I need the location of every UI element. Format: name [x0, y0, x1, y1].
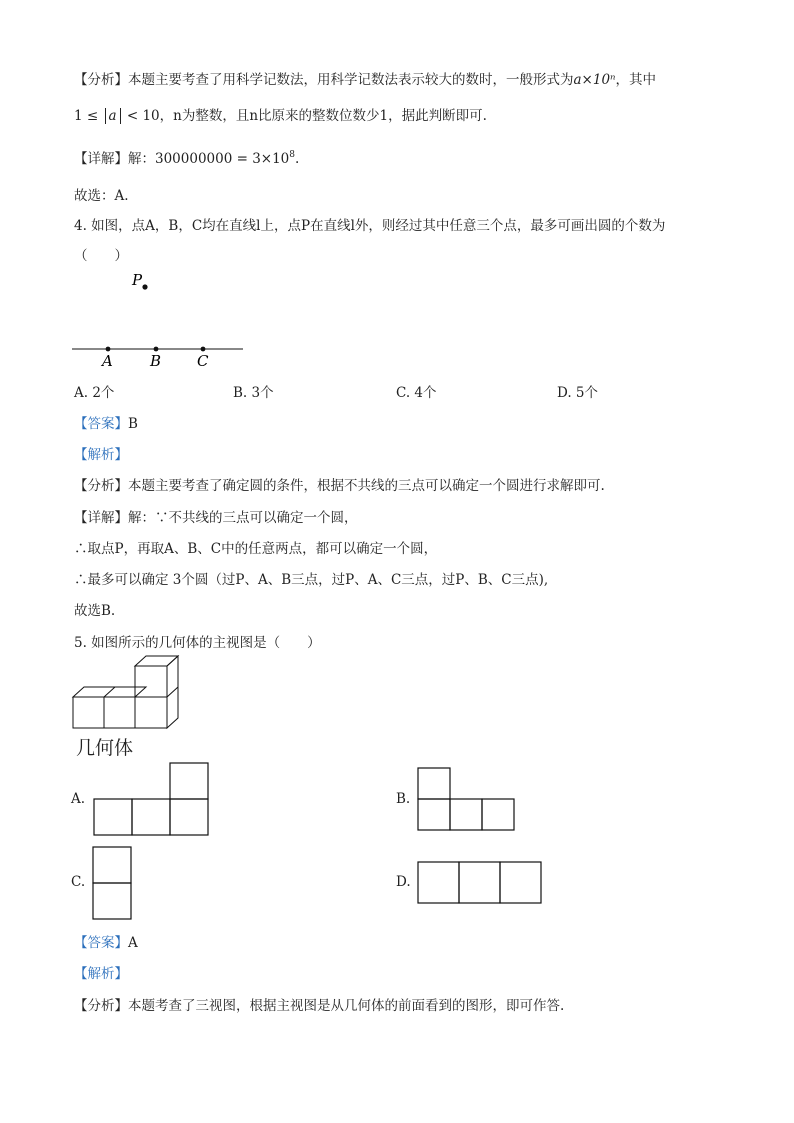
q3-condition-line	[74, 104, 487, 124]
q4-point-c-label: C	[197, 352, 209, 370]
q5-option-b-label[interactable]: B.	[396, 791, 411, 807]
q3-cond-1: 1 ≤	[74, 108, 99, 124]
q4-analysis-line	[74, 474, 605, 494]
q4-figure	[60, 265, 260, 375]
q4-point-b	[154, 347, 159, 352]
q5-analysis-text: 本题考查了三视图，根据主视图是从几何体的前面看到的图形，即可作答.	[128, 998, 565, 1014]
q4-detail-line3: ∴最多可以确定 3个圆（过P、A、B三点，过P、A、C三点，过P、B、C三点),	[74, 572, 549, 588]
q4-stem-line2: （ ）	[74, 248, 128, 264]
q4-solution-tag: 【解析】	[74, 447, 128, 463]
q5-option-c-label[interactable]: C.	[71, 874, 86, 890]
q4-detail-line2: ∴取点P，再取A、B、C中的任意两点，都可以确定一个圆，	[74, 541, 438, 557]
q4-detail-text: 解：∵不共线的三点可以确定一个圆，	[128, 510, 358, 526]
q4-point-b-label: B	[150, 352, 162, 370]
q4-option-c[interactable]: C. 4个	[396, 385, 437, 401]
q3-cond-2: < 10	[126, 108, 160, 124]
q4-option-d[interactable]: D. 5个	[557, 385, 599, 401]
q5-solid-front-bottom	[73, 697, 167, 728]
q5-option-b-figure[interactable]	[416, 766, 517, 832]
q5-solid-figure	[70, 652, 185, 732]
q3-cond-rest: ，n为整数，且n比原来的整数位数少1，据此判断即可.	[159, 108, 487, 124]
q3-analysis-formula: a×10ⁿ	[573, 72, 616, 88]
q5-analysis-tag: 【分析】	[74, 998, 128, 1014]
q5-figure-label: 几何体	[76, 737, 134, 759]
q4-answer-line	[74, 412, 138, 432]
q3-analysis-tag: 【分析】	[74, 72, 128, 88]
q4-answer: B	[128, 416, 138, 432]
q4-point-a	[106, 347, 111, 352]
q5-answer-tag: 【答案】	[74, 935, 128, 951]
q5-option-a-label[interactable]: A.	[71, 791, 86, 807]
q5-answer-line	[74, 931, 138, 951]
q5-option-d-label[interactable]: D.	[396, 874, 411, 890]
q3-detail-end: .	[295, 151, 300, 167]
q4-answer-tag: 【答案】	[74, 416, 128, 432]
q3-detail-line	[74, 147, 299, 167]
q4-point-c	[201, 347, 206, 352]
q4-choice: 故选B.	[74, 603, 116, 619]
q5-option-d-figure[interactable]	[416, 860, 544, 905]
q4-point-a-label: A	[102, 352, 113, 370]
q3-detail-exp: 8	[289, 150, 296, 160]
q4-stem-line1: 4. 如图，点A，B，C均在直线l上，点P在直线l外，则经过其中任意三个点，最多可画出圆的个数为	[74, 218, 666, 234]
q3-analysis-line	[74, 68, 656, 88]
q5-answer: A	[128, 935, 138, 951]
q4-detail-line	[74, 506, 358, 526]
q4-detail-tag: 【详解】	[74, 510, 128, 526]
q5-option-c-figure[interactable]	[91, 845, 133, 921]
q3-analysis-tail: ，其中	[615, 72, 657, 88]
q3-choice: 故选：A.	[74, 188, 129, 204]
q3-cond-abs: a	[105, 108, 121, 124]
q4-option-a[interactable]: A. 2个	[74, 385, 115, 401]
q4-analysis-text: 本题主要考查了确定圆的条件，根据不共线的三点可以确定一个圆进行求解即可.	[128, 478, 605, 494]
q4-point-p	[142, 284, 147, 289]
q5-solution-tag: 【解析】	[74, 966, 128, 982]
q4-analysis-tag: 【分析】	[74, 478, 128, 494]
q3-detail-text: 解：300000000 = 3×10	[128, 151, 290, 167]
q5-stem: 5. 如图所示的几何体的主视图是（ ）	[74, 635, 321, 651]
q5-option-a-figure[interactable]	[92, 761, 210, 837]
q3-analysis-text: 本题主要考查了用科学记数法，用科学记数法表示较大的数时，一般形式为	[128, 72, 574, 88]
q4-option-b[interactable]: B. 3个	[233, 385, 274, 401]
q5-solid-tower-top	[135, 656, 178, 666]
q5-analysis-line	[74, 994, 564, 1014]
q3-detail-tag: 【详解】	[74, 151, 128, 167]
q4-point-p-label: P	[132, 271, 143, 289]
